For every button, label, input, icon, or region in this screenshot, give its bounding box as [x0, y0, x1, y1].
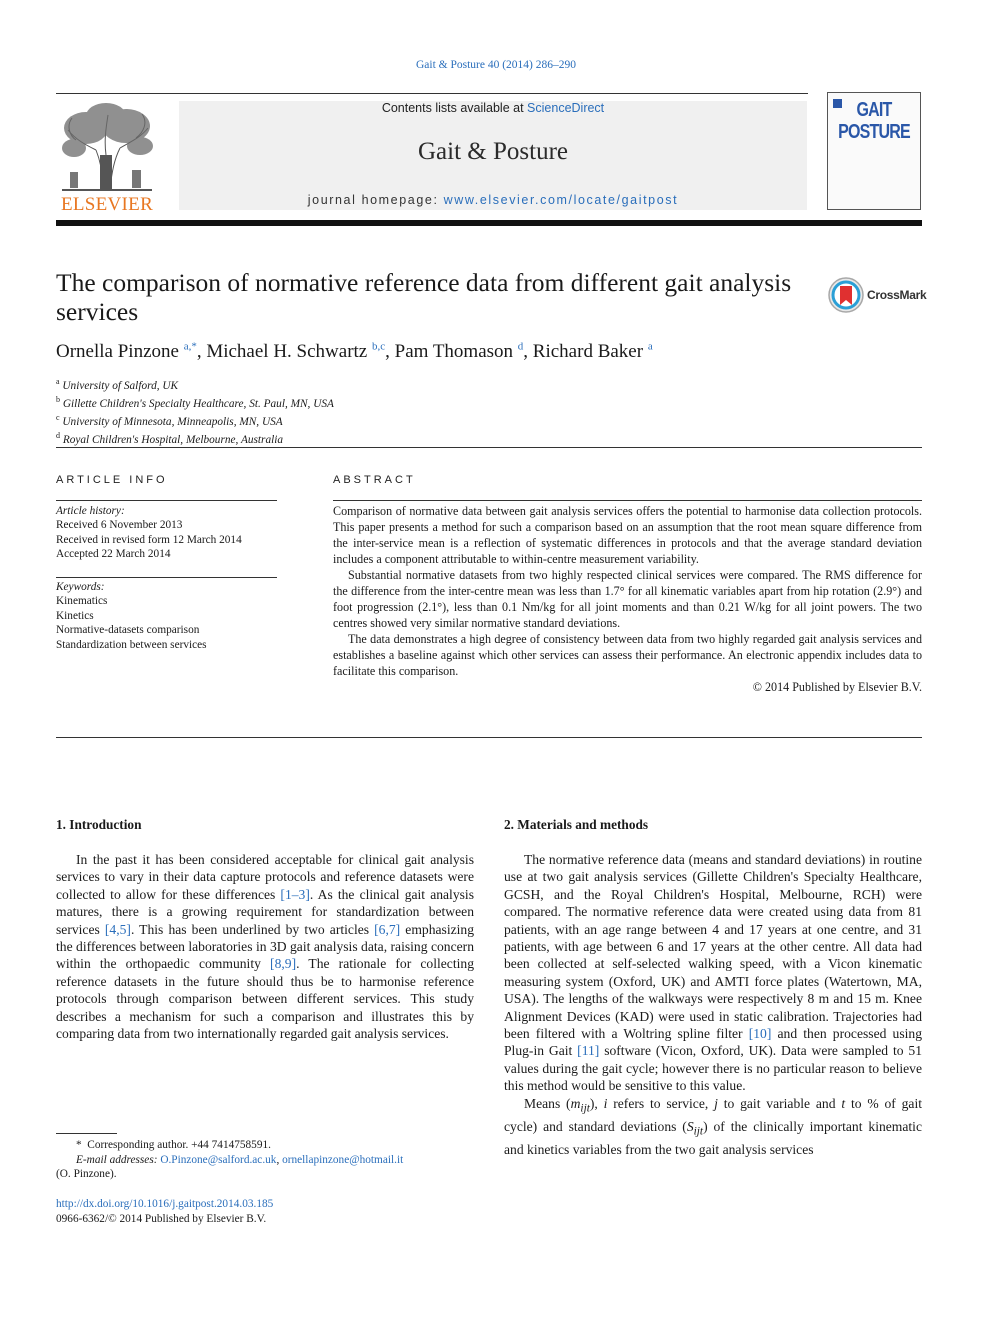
sciencedirect-link[interactable]: ScienceDirect	[527, 101, 605, 115]
article-history	[56, 504, 277, 562]
journal-citation[interactable]: Gait & Posture 40 (2014) 286–290	[415, 59, 577, 71]
citation-link[interactable]: [10]	[748, 1026, 772, 1042]
affiliations	[56, 375, 656, 447]
footnote-rule	[56, 1133, 117, 1134]
methods-body	[504, 851, 922, 1158]
header-thick-rule	[56, 220, 922, 226]
divider	[56, 737, 922, 738]
homepage-link[interactable]: www.elsevier.com/locate/gaitpost	[443, 193, 679, 207]
contents-line	[179, 101, 807, 115]
history-label: Article history:	[56, 505, 125, 517]
revised-date: Received in revised form 12 March 2014	[56, 533, 242, 546]
elsevier-wordmark: ELSEVIER	[60, 194, 154, 215]
abstract-heading: ABSTRACT	[333, 474, 416, 486]
issn-line: 0966-6362/© 2014 Published by Elsevier B.V.	[56, 1212, 267, 1225]
citation-link[interactable]: [11]	[577, 1043, 600, 1059]
citation-link[interactable]: [8,9]	[270, 956, 297, 972]
keyword: Kinematics	[56, 595, 108, 608]
cover-title-line-1: GAIT	[856, 99, 892, 121]
methods-paragraph: Means $(m_{ijt})$, i refers to service, j to gait variable and t to % of gait cycle) and standard deviations $(S_{ijt})$ of the clinically important kinematic and kinetics variables from the two gait analysis services	[504, 1095, 923, 1157]
divider	[333, 500, 922, 501]
keyword: Standardization between services	[56, 638, 207, 651]
divider	[56, 500, 277, 501]
citation-link[interactable]: [6,7]	[374, 921, 401, 937]
email-link[interactable]: O.Pinzone@salford.ac.uk	[160, 1153, 277, 1166]
cover-title	[837, 99, 911, 143]
received-date: Received 6 November 2013	[56, 519, 183, 532]
introduction-body	[56, 851, 474, 1042]
keywords	[56, 580, 277, 652]
divider	[56, 577, 277, 578]
citation-link[interactable]: [4,5]	[104, 921, 131, 937]
homepage-prefix: journal homepage:	[307, 193, 439, 207]
author: Richard Baker $^a$	[532, 341, 653, 363]
email-link[interactable]: ornellapinzone@hotmail.it	[282, 1153, 404, 1166]
affiliation: $^a$ University of Salford, UK	[56, 377, 179, 392]
abstract-paragraph: The data demonstrates a high degree of consistency between data from two highly regarded gait analysis services and establishes a baseline against which other services can assess their performance. An electronic appendix includes data to facilitate this comparison.	[333, 632, 922, 678]
abstract-paragraph: Comparison of normative data between gait analysis services offers the potential to harmonise data collection protocols. This paper presents a method for such a comparison based on an assumption that the root mean square difference from the inter-service mean is a reflection of systematic differences in protocols and that the average standard deviation includes a component attributable to within-centre measurement variability.	[333, 504, 922, 566]
corresponding-author-note: * Corresponding author. +44 7414758591.	[76, 1139, 271, 1151]
email-owner: (O. Pinzone).	[56, 1168, 117, 1181]
author-list	[56, 341, 916, 363]
article-info-heading: ARTICLE INFO	[56, 474, 168, 486]
abstract-paragraph: Substantial normative datasets from two highly respected clinical services were compared. The RMS difference for the difference from the inter-centre mean was less than 1.7° for all kinematic variables apart from hip rotation (2.9°) and foot progression (2.1°), less than 0.1 Nm/kg for all joint moments and than 0.21 W/kg for all joint powers. The two centres showed very similar normative standard deviations.	[333, 568, 922, 630]
journal-name: Gait & Posture	[418, 138, 568, 165]
footnotes	[56, 1138, 486, 1182]
abstract-copyright: © 2014 Published by Elsevier B.V.	[752, 680, 922, 694]
methods-heading: 2. Materials and methods	[504, 817, 649, 832]
affiliation: $^c$ University of Minnesota, Minneapolis, MN, USA	[56, 412, 283, 428]
citation-link[interactable]: [1–3]	[280, 886, 310, 902]
contents-prefix: Contents lists available at	[381, 101, 524, 115]
doi-block	[56, 1197, 273, 1226]
article-title: The comparison of normative reference data from different gait analysis services	[56, 268, 792, 326]
crossmark-icon[interactable]	[827, 276, 865, 314]
keyword: Normative-datasets comparison	[56, 624, 200, 637]
affiliation: $^d$ Royal Children's Hospital, Melbourne, Australia	[56, 430, 284, 446]
email-note: E-mail addresses: O.Pinzone@salford.ac.uk, ornellapinzone@hotmail.it	[76, 1153, 404, 1166]
cover-title-line-2: POSTURE	[838, 121, 910, 143]
author: Pam Thomason $^d$,	[394, 341, 529, 363]
methods-paragraph: The normative reference data (means and standard deviations) in routine use at two gait analysis services (Gillette Children's Specialty Healthcare, GCSH, and the Royal Children's Hospital, Melbourne, RCH) were compared. The normative reference data were created using data from 81 patients, with an age range between 4 and 17 years at one centre, and 31 patients, with age between 6 and 17 years at the other centre. All data had been collected at self-selected walking speed, with a Vicon kinematic measuring system (Oxford, UK) and AMTI force plates (Watertown, MA, USA). The lengths of the walkways were respectively 8 m and 15 m. Knee Alignment Devices (KAD) were used in static calibration. Trajectories had been filtered with a Woltring spline filter [10] and then processed using Plug-in Gait [11] software (Vicon, Oxford, UK). Data were sampled to 51 values during the gait cycle; however there is no particular reason to believe this method would be sensitive to this value.	[504, 852, 922, 1094]
crossmark-label[interactable]: CrossMark	[867, 288, 927, 302]
keyword: Kinetics	[56, 609, 94, 622]
introduction-paragraph: In the past it has been considered acceptable for clinical gait analysis services to vary in their data capture protocols and reference datasets were collected to allow for these differences [1–3]. As the clinical gait analysis matures, there is a growing requirement for standardization between services [4,5]. This has been underlined by two articles [6,7] emphasizing the differences between laboratories in 3D gait analysis data, raising concern within the orthopaedic community [8,9]. The rationale for collecting reference datasets in the future should thus be to harmonise reference protocols through comparison between different services. This study describes a mechanism for such a comparison and illustrates this by comparing data from two internationally regarded gait analysis services.	[56, 852, 475, 1042]
header-rule	[56, 93, 808, 94]
introduction-heading: 1. Introduction	[56, 817, 142, 832]
accepted-date: Accepted 22 March 2014	[56, 548, 171, 561]
divider	[56, 447, 922, 448]
affiliation: $^b$ Gillette Children's Specialty Healthcare, St. Paul, MN, USA	[56, 394, 334, 410]
doi-link[interactable]: http://dx.doi.org/10.1016/j.gaitpost.2014.03.185	[56, 1198, 274, 1210]
abstract-body	[333, 503, 922, 695]
journal-homepage	[179, 193, 807, 207]
journal-cover-thumbnail[interactable]	[827, 92, 921, 210]
keywords-label: Keywords:	[56, 581, 105, 593]
author: Ornella Pinzone $^{a,*}$,	[56, 341, 202, 363]
author: Michael H. Schwartz $^{b,c}$,	[206, 341, 390, 363]
